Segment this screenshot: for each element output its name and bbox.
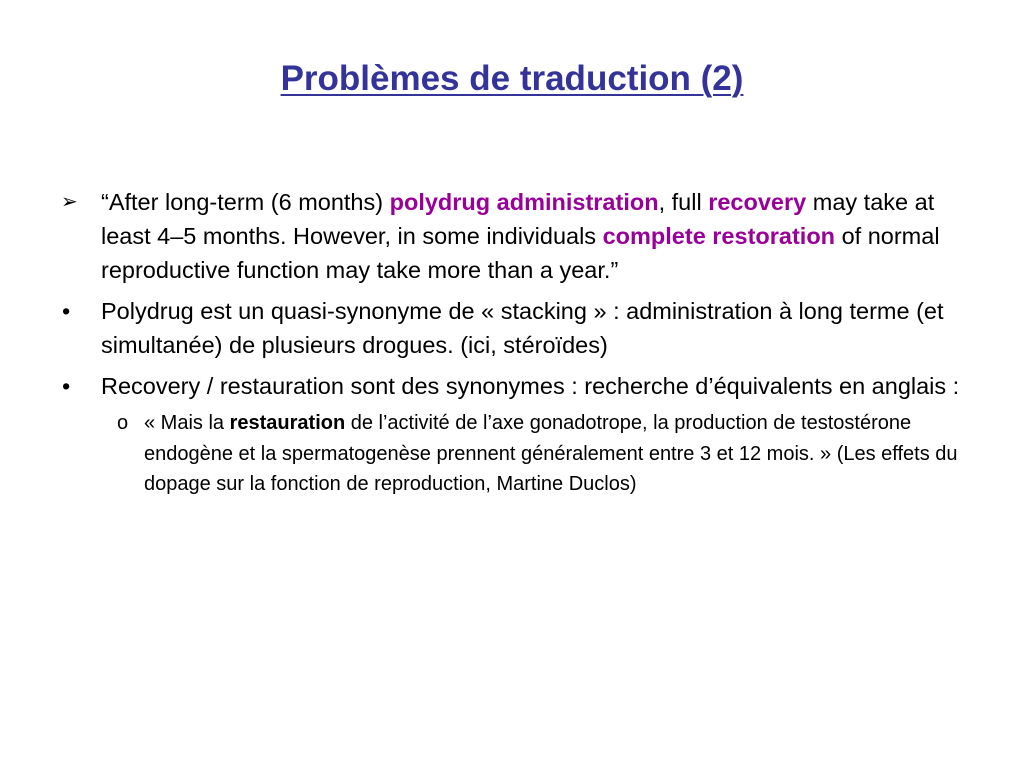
bullet-item-polydrug bbox=[60, 294, 980, 362]
slide-content bbox=[60, 185, 980, 500]
highlight-complete-restoration: complete restoration bbox=[602, 223, 836, 249]
highlight-polydrug-administration: polydrug administration bbox=[389, 189, 659, 215]
slide-title: Problèmes de traduction (2) bbox=[280, 59, 744, 98]
sub-bullet-item-quote bbox=[117, 408, 980, 500]
highlight-recovery: recovery bbox=[708, 189, 807, 215]
arrow-bullet-icon: ➢ bbox=[61, 191, 78, 213]
circle-bullet-icon: o bbox=[117, 412, 129, 434]
bullet-text: Recovery / restauration sont des synonymes : recherche d’équivalents en anglais : bbox=[101, 373, 960, 399]
bullet-item-quote bbox=[60, 185, 980, 287]
bullet-text: Polydrug est un quasi-synonyme de « stacking » : administration à long terme (et simultanée) de plusieurs drogues. (ici, stéroïdes) bbox=[101, 298, 944, 358]
quote-text: “After long-term (6 months) polydrug administration, full recovery may take at least 4–5 months. However, in some individuals complete restoration of normal reproductive function may take more than a year.” bbox=[101, 189, 940, 283]
bullet-icon: • bbox=[62, 298, 71, 324]
sub-bullet-text: « Mais la restauration de l’activité de l’axe gonadotrope, la production de testostérone endogène et la spermatogenèse prennent généralement entre 3 et 12 mois. » (Les effets du dopage sur la fonction de reproduction, Martine Duclos) bbox=[144, 412, 958, 495]
bullet-item-recovery bbox=[60, 369, 980, 403]
bold-restauration: restauration bbox=[229, 412, 346, 434]
bullet-icon: • bbox=[62, 373, 71, 399]
